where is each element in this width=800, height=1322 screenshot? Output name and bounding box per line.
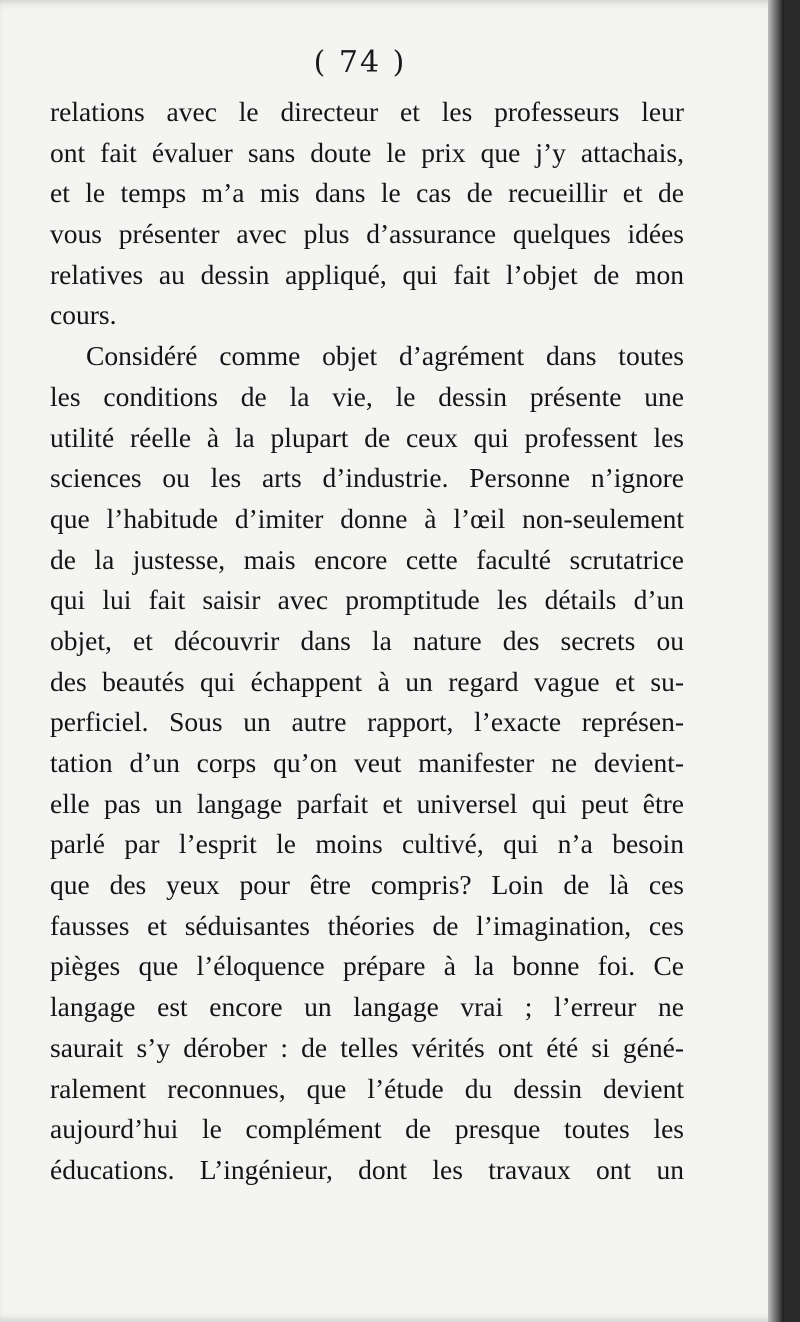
text-line: Considéré comme objet d’agrément dans toutes — [86, 340, 684, 372]
text-line: perficiel. Sous un autre rapport, l’exacte représen- — [50, 706, 684, 738]
text-line: elle pas un langage parfait et universel qui peut être — [50, 787, 684, 819]
text-line: ont fait évaluer sans doute le prix que j’y attachais, — [50, 136, 684, 168]
text-line: ralement reconnues, que l’étude du dessin devient — [50, 1072, 684, 1104]
text-line: vous présenter avec plus d’assurance quelques idées — [50, 218, 684, 250]
text-line: que des yeux pour être compris? Loin de là ces — [50, 869, 684, 901]
text-line: langage est encore un langage vrai ; l’erreur ne — [50, 991, 684, 1023]
text-line: sciences ou les arts d’industrie. Personne n’ignore — [50, 462, 684, 494]
text-line: relatives au dessin appliqué, qui fait l’objet de mon — [50, 258, 684, 290]
text-line: que l’habitude d’imiter donne à l’œil non-seulement — [50, 502, 684, 534]
text-line: aujourd’hui le complément de presque toutes les — [50, 1113, 684, 1145]
text-line: tation d’un corps qu’on veut manifester ne devient- — [50, 747, 684, 778]
page-edge-shadow — [768, 0, 784, 1322]
text-line: fausses et séduisantes théories de l’imagination, ces — [50, 909, 684, 941]
text-line: saurait s’y dérober : de telles vérités ont été si géné- — [50, 1031, 684, 1063]
text-line: utilité réelle à la plupart de ceux qui professent les — [50, 421, 684, 453]
text-line: éducations. L’ingénieur, dont les travaux ont un — [50, 1153, 684, 1185]
body-text — [50, 92, 684, 1191]
page-number: ( 74 ) — [313, 45, 407, 80]
text-line: des beautés qui échappent à un regard vague et su- — [50, 665, 684, 697]
text-line: relations avec le directeur et les professeurs leur — [50, 96, 684, 127]
text-line: les conditions de la vie, le dessin présente une — [50, 380, 684, 412]
text-line: qui lui fait saisir avec promptitude les détails d’un — [50, 584, 684, 616]
text-line: parlé par l’esprit le moins cultivé, qui n’a besoin — [50, 828, 684, 860]
text-line: pièges que l’éloquence prépare à la bonne foi. Ce — [50, 950, 684, 982]
text-line: objet, et découvrir dans la nature des secrets ou — [50, 624, 684, 656]
text-line: de la justesse, mais encore cette faculté scrutatrice — [50, 543, 684, 575]
text-line: et le temps m’a mis dans le cas de recueillir et de — [50, 177, 684, 209]
text-line: cours. — [50, 299, 117, 331]
